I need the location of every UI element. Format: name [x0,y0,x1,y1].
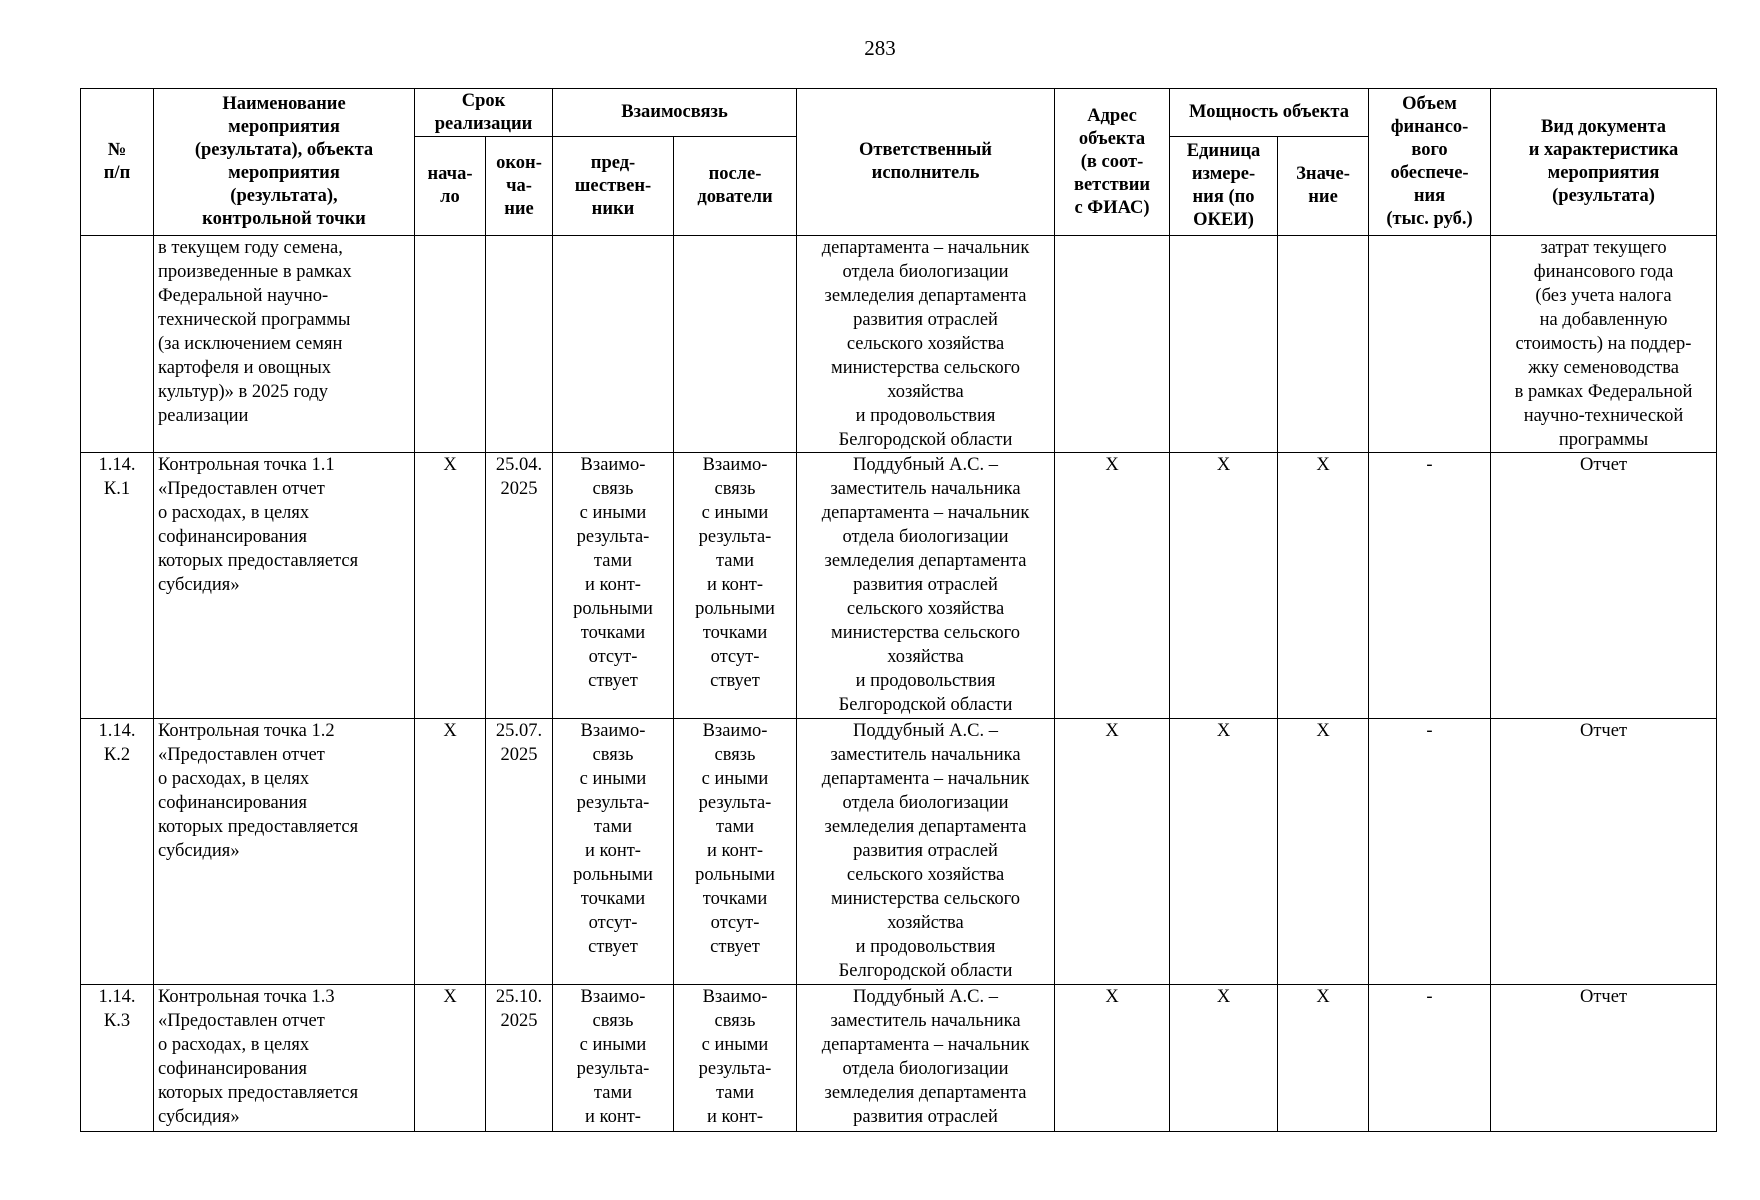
header-capacity: Мощность объекта [1170,89,1369,137]
cell-end: 25.04. 2025 [486,453,553,719]
cell-predecessors: Взаимо- связь с иными результа- тами и конт- [553,985,674,1132]
cell-num [81,236,154,453]
cell-name: Контрольная точка 1.3 «Предоставлен отчет о расходах, в целях софинансирования которых предоставляется субсидия» [154,985,415,1132]
cell-name: в текущем году семена, произведенные в рамках Федеральной научно- технической программы (за исключением семян картофеля и овощных культур)» в 2025 году реализации [154,236,415,453]
cell-num: 1.14. К.2 [81,719,154,985]
cell-unit: X [1170,453,1278,719]
header-address: Адрес объекта (в соот- ветствии с ФИАС) [1055,89,1170,236]
cell-funding: - [1369,453,1491,719]
cell-start: X [415,719,486,985]
header-predecessors: пред- шествен- ники [553,137,674,236]
header-unit: Единица измере- ния (по ОКЕИ) [1170,137,1278,236]
cell-executor: Поддубный А.С. – заместитель начальника департамента – начальник отдела биологизации земледелия департамента развития отраслей [797,985,1055,1132]
header-value: Значе- ние [1278,137,1369,236]
cell-funding [1369,236,1491,453]
cell-doc-type: Отчет [1491,453,1717,719]
cell-end: 25.07. 2025 [486,719,553,985]
cell-num: 1.14. К.3 [81,985,154,1132]
cell-value: X [1278,719,1369,985]
cell-name: Контрольная точка 1.1 «Предоставлен отчет о расходах, в целях софинансирования которых предоставляется субсидия» [154,453,415,719]
table-row [81,985,1717,1132]
cell-address: X [1055,985,1170,1132]
cell-successors: Взаимо- связь с иными результа- тами и конт- рольными точками отсут- ствует [674,453,797,719]
header-num: № п/п [81,89,154,236]
cell-end [486,236,553,453]
cell-doc-type: затрат текущего финансового года (без учета налога на добавленную стоимость) на поддер- жку семеноводства в рамках Федеральной научно-технической программы [1491,236,1717,453]
header-relation: Взаимосвязь [553,89,797,137]
cell-unit: X [1170,985,1278,1132]
cell-executor: департамента – начальник отдела биологизации земледелия департамента развития отраслей сельского хозяйства министерства сельского хозяйства и продовольствия Белгородской области [797,236,1055,453]
cell-funding: - [1369,985,1491,1132]
cell-executor: Поддубный А.С. – заместитель начальника департамента – начальник отдела биологизации земледелия департамента развития отраслей сельского хозяйства министерства сельского хозяйства и продовольствия Белгородской области [797,719,1055,985]
cell-address: X [1055,453,1170,719]
activities-table [80,88,1717,1132]
cell-doc-type: Отчет [1491,719,1717,985]
page-number: 283 [864,36,896,60]
cell-start [415,236,486,453]
cell-executor: Поддубный А.С. – заместитель начальника департамента – начальник отдела биологизации земледелия департамента развития отраслей сельского хозяйства министерства сельского хозяйства и продовольствия Белгородской области [797,453,1055,719]
cell-predecessors [553,236,674,453]
cell-doc-type: Отчет [1491,985,1717,1132]
cell-start: X [415,453,486,719]
header-period-start: нача- ло [415,137,486,236]
header-period: Срок реализации [415,89,553,137]
cell-predecessors: Взаимо- связь с иными результа- тами и конт- рольными точками отсут- ствует [553,719,674,985]
cell-unit: X [1170,719,1278,985]
header-period-end: окон- ча- ние [486,137,553,236]
cell-successors: Взаимо- связь с иными результа- тами и конт- [674,985,797,1132]
cell-value [1278,236,1369,453]
cell-value: X [1278,985,1369,1132]
cell-funding: - [1369,719,1491,985]
header-doc-type: Вид документа и характеристика мероприятия (результата) [1491,89,1717,236]
header-executor: Ответственный исполнитель [797,89,1055,236]
cell-end: 25.10. 2025 [486,985,553,1132]
cell-value: X [1278,453,1369,719]
table-row [81,719,1717,985]
cell-predecessors: Взаимо- связь с иными результа- тами и конт- рольными точками отсут- ствует [553,453,674,719]
cell-unit [1170,236,1278,453]
cell-successors: Взаимо- связь с иными результа- тами и конт- рольными точками отсут- ствует [674,719,797,985]
table-row [81,453,1717,719]
cell-address: X [1055,719,1170,985]
cell-start: X [415,985,486,1132]
header-successors: после- дователи [674,137,797,236]
cell-successors [674,236,797,453]
header-row-1 [81,89,1717,137]
header-name: Наименование мероприятия (результата), объекта мероприятия (результата), контрольной точки [154,89,415,236]
header-funding: Объем финансо- вого обеспече- ния (тыс. руб.) [1369,89,1491,236]
table-row [81,236,1717,453]
cell-address [1055,236,1170,453]
cell-num: 1.14. К.1 [81,453,154,719]
cell-name: Контрольная точка 1.2 «Предоставлен отчет о расходах, в целях софинансирования которых предоставляется субсидия» [154,719,415,985]
